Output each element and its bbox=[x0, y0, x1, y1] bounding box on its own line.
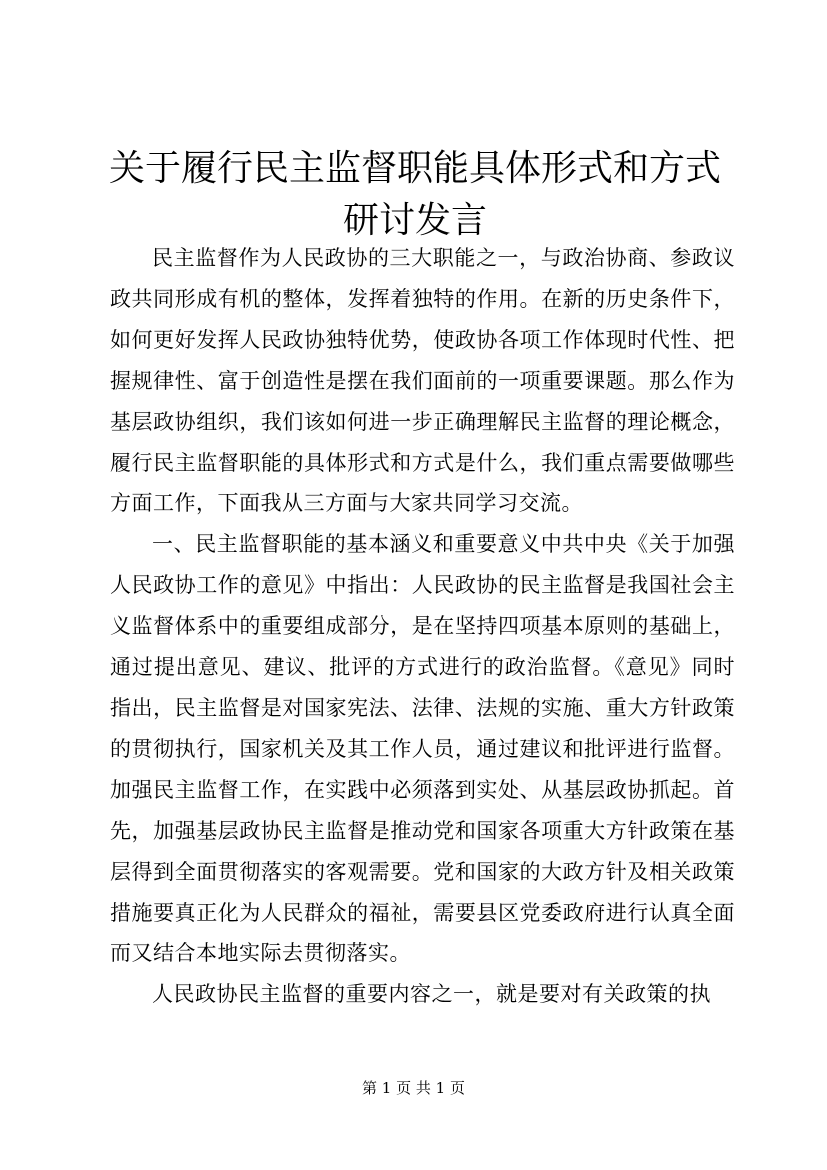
document-body bbox=[110, 238, 735, 1015]
page-footer: 第 1 页 共 1 页 bbox=[362, 1079, 465, 1097]
paragraph-intro: 民主监督作为人民政协的三大职能之一，与政治协商、参政议政共同形成有机的整体，发挥着独特的作用。在新的历史条件下，如何更好发挥人民政协独特优势，使政协各项工作体现时代性、把握规律性、富于创造性是摆在我们面前的一项重要课题。那么作为基层政协组织，我们该如何进一步正确理解民主监督的理论概念，履行民主监督职能的具体形式和方式是什么，我们重点需要做哪些方面工作，下面我从三方面与大家共同学习交流。 bbox=[110, 246, 735, 516]
document-title: 关于履行民主监督职能具体形式和方式研讨发言 bbox=[108, 148, 721, 241]
paragraph-section-one: 一、民主监督职能的基本涵义和重要意义中共中央《关于加强人民政协工作的意见》中指出：人民政协的民主监督是我国社会主义监督体系中的重要组成部分，是在坚持四项基本原则的基础上，通过提出意见、建议、批评的方式进行的政治监督。《意见》同时指出，民主监督是对国家宪法、法律、法规的实施、重大方针政策的贯彻执行，国家机关及其工作人员，通过建议和批评进行监督。加强民主监督工作，在实践中必须落到实处、从基层政协抓起。首先，加强基层政协民主监督是推动党和国家各项重大方针政策在基层得到全面贯彻落实的客观需要。党和国家的大政方针及相关政策措施要真正化为人民群众的福祉，需要县区党委政府进行认真全面而又结合本地实际去贯彻落实。 bbox=[110, 532, 735, 966]
paragraph-supervision-content: 人民政协民主监督的重要内容之一，就是要对有关政策的执 bbox=[152, 982, 711, 1007]
